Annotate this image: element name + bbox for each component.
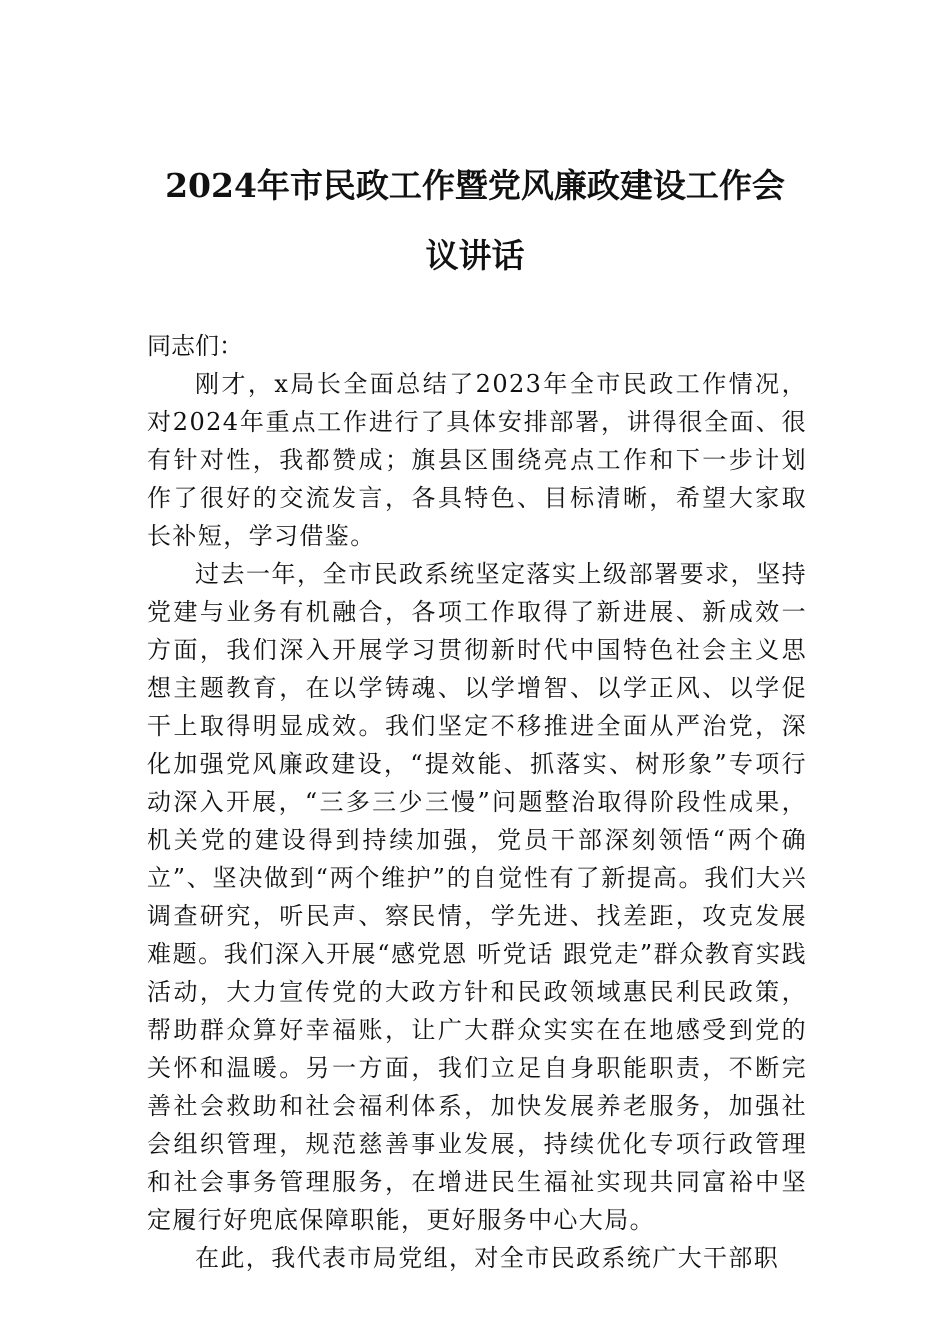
document-title-line-2: 议讲话 (425, 236, 525, 275)
paragraph-past-year-review: 过去一年，全市民政系统坚定落实上级部署要求，坚持党建与业务有机融合，各项工作取得了新进展、新成效一方面，我们深入开展学习贯彻新时代中国特色社会主义思想主题教育，在以学铸魂、以学增智、以学正风、以学促干上取得明显成效。我们坚定不移推进全面从严治党，深化加强党风廉政建设，“提效能、抓落实、树形象”专项行动深入开展，“三多三少三慢”问题整治取得阶段性成果，机关党的建设得到持续加强，党员干部深刻领悟“两个确立”、坚决做到“两个维护”的自觉性有了新提高。我们大兴调查研究，听民声、察民情，学先进、找差距，攻克发展难题。我们深入开展“感党恩 听党话 跟党走”群众教育实践活动，大力宣传党的大政方针和民政领域惠民利民政策，帮助群众算好幸福账，让广大群众实实在在地感受到党的关怀和温暖。另一方面，我们立足自身职能职责，不断完善社会救助和社会福利体系，加快发展养老服务，加强社会组织管理，规范慈善事业发展，持续优化专项行政管理和社会事务管理服务，在增进民生福祉实现共同富裕中坚定履行好兜底保障职能，更好服务中心大局。 (147, 560, 807, 1234)
document-body (147, 327, 807, 1277)
document-title-line-1: 2024年市民政工作暨党风廉政建设工作会 (165, 166, 785, 205)
paragraph-opening-remarks: 刚才，x局长全面总结了2023年全市民政工作情况，对2024年重点工作进行了具体安排部署，讲得很全面、很有针对性，我都赞成；旗县区围绕亮点工作和下一步计划作了很好的交流发言，各具特色、目标清晰，希望大家取长补短，学习借鉴。 (147, 370, 807, 550)
salutation: 同志们： (147, 332, 243, 360)
paragraph-acknowledgement: 在此，我代表市局党组，对全市民政系统广大干部职 (195, 1244, 780, 1272)
